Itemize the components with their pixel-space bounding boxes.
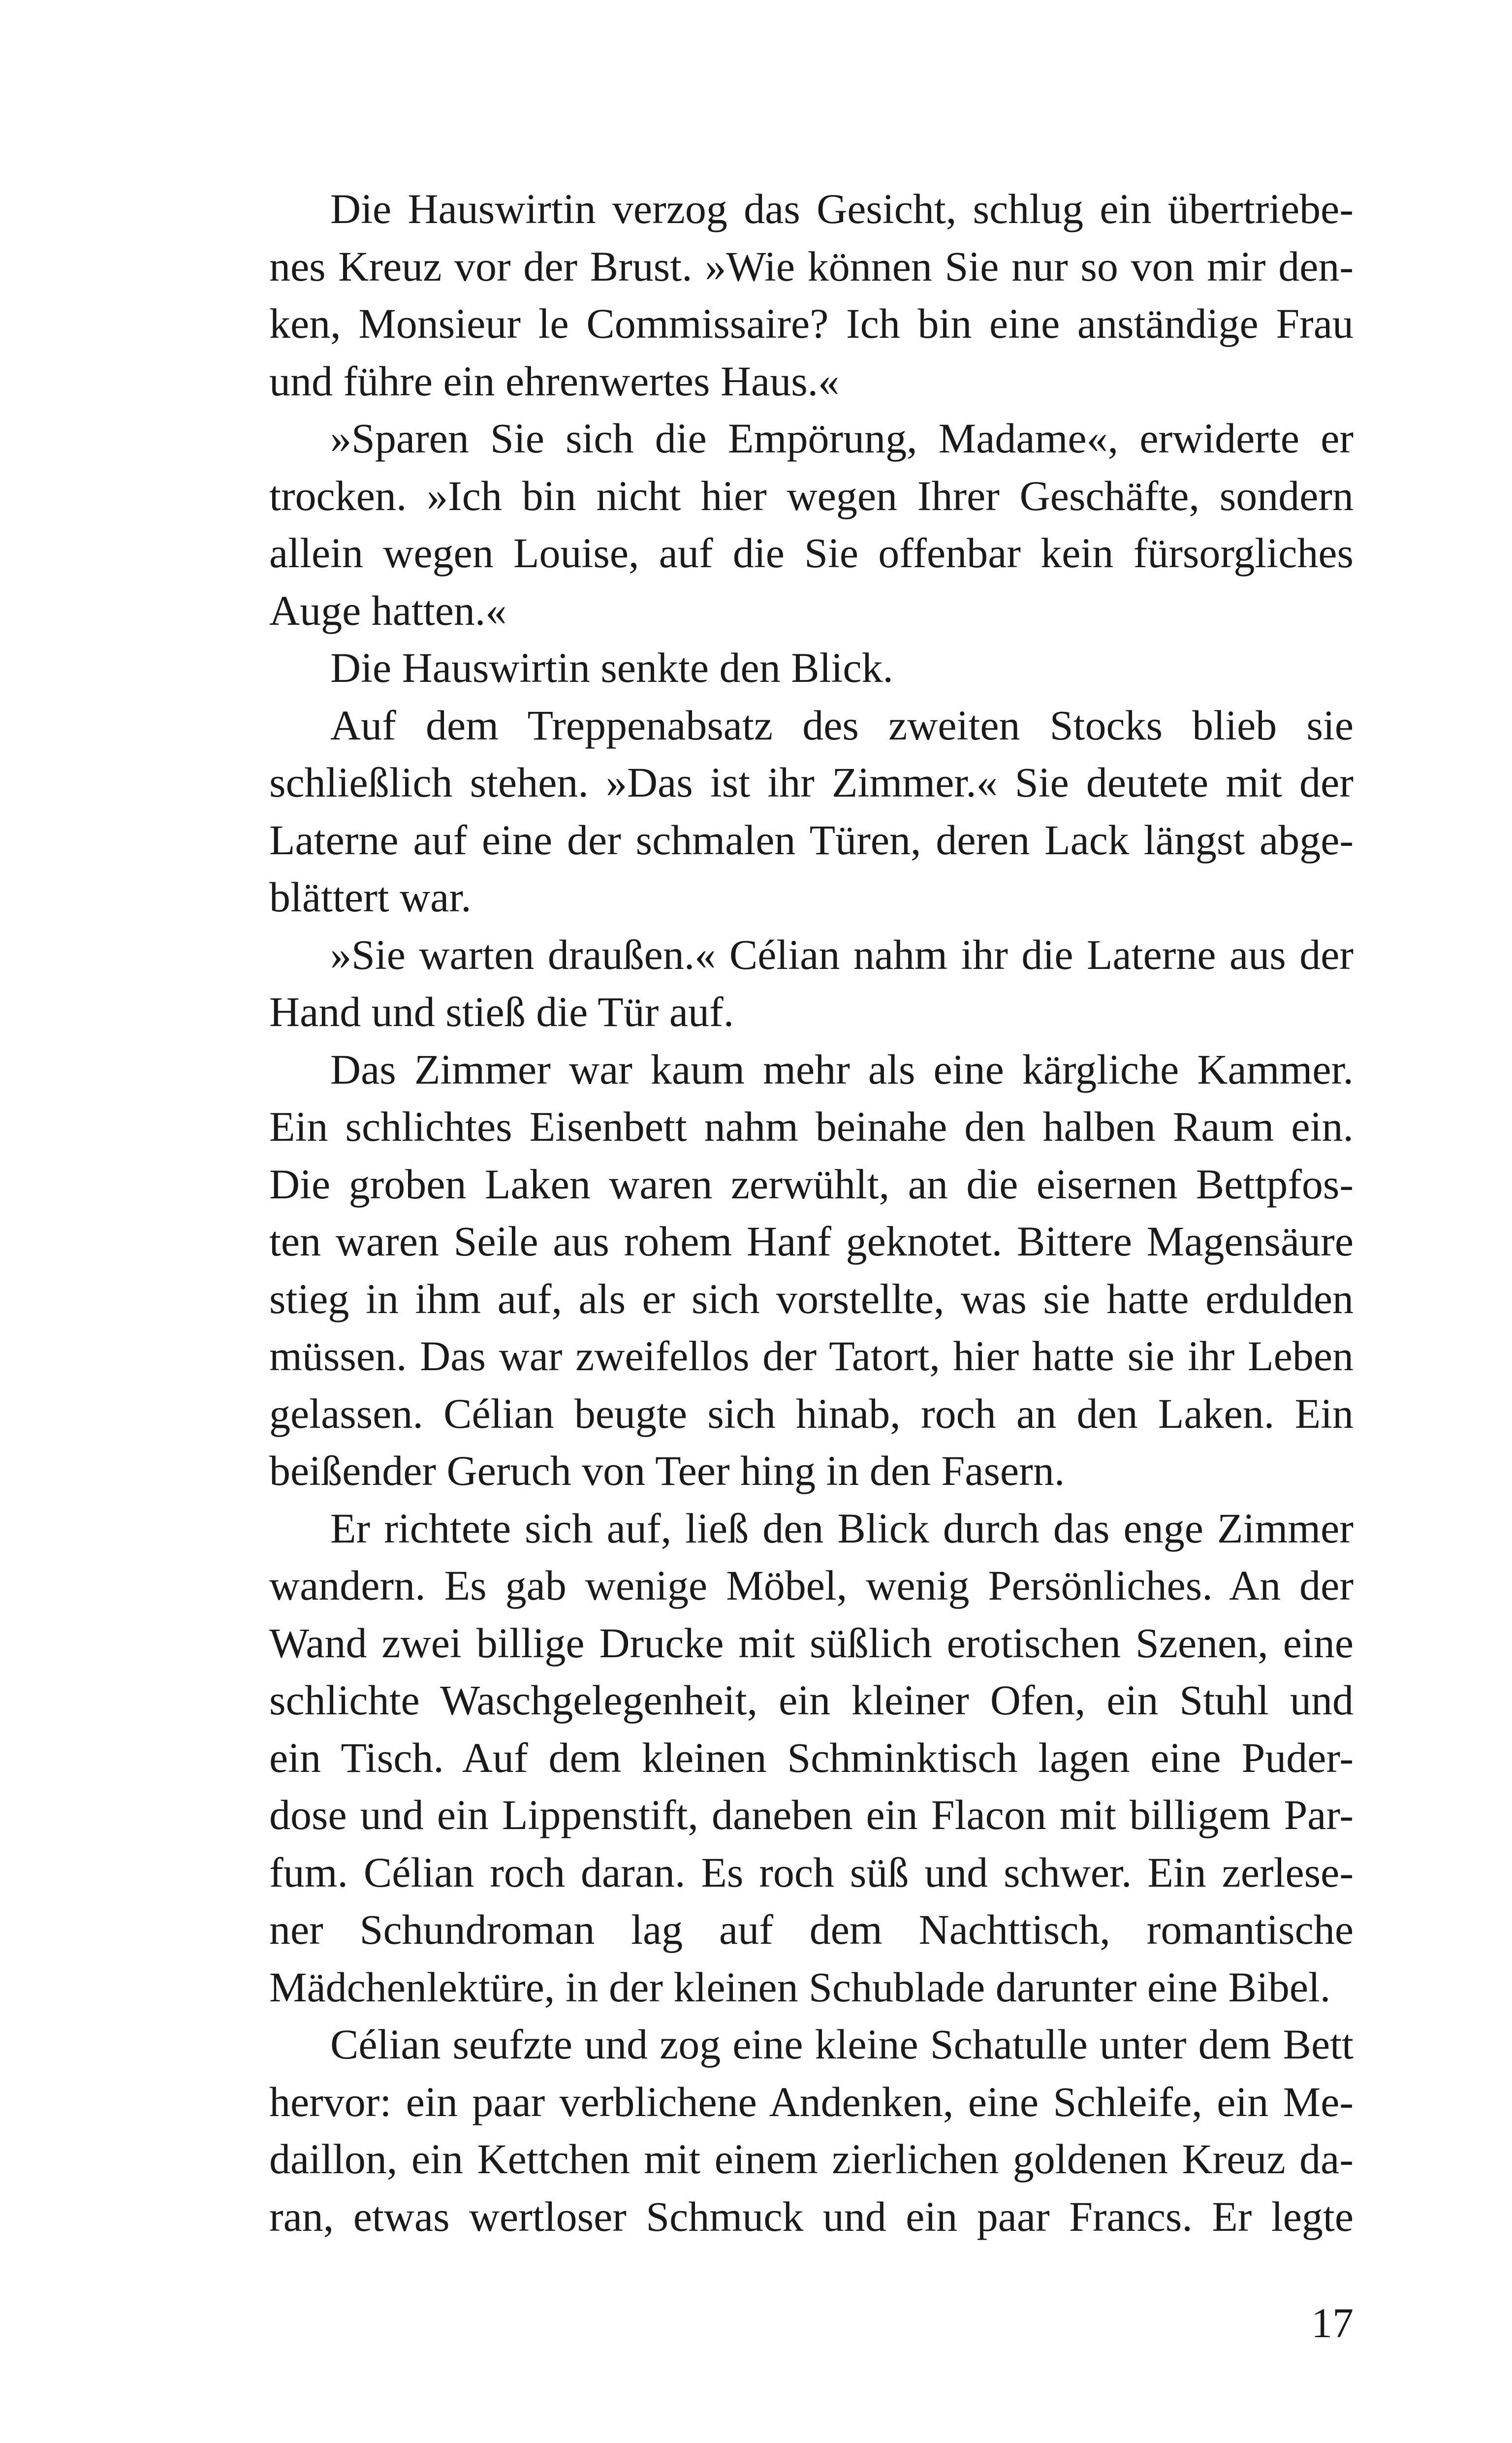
text-line: hervor: ein paar verblichene Andenken, eine Schleife, ein Me- <box>269 2078 1354 2125</box>
text-line: schließlich stehen. »Das ist ihr Zimmer.« Sie deutete mit der <box>269 759 1354 806</box>
text-line: Mädchenlektüre, in der kleinen Schublade darunter eine Bibel. <box>269 1963 1331 2011</box>
text-line: ein Tisch. Auf dem kleinen Schminktisch lagen eine Puder- <box>269 1734 1354 1781</box>
paragraph <box>269 697 1354 926</box>
paragraph <box>269 180 1354 410</box>
paragraph <box>269 1500 1354 2016</box>
text-line: blättert war. <box>269 873 472 921</box>
text-line: Laterne auf eine der schmalen Türen, deren Lack längst abge- <box>269 816 1354 864</box>
text-line: Auge hatten.« <box>269 586 507 634</box>
text-line: ken, Monsieur le Commissaire? Ich bin eine anständige Frau <box>269 300 1354 347</box>
text-line: dose und ein Lippenstift, daneben ein Flacon mit billigem Par- <box>269 1791 1354 1838</box>
text-line: trocken. »Ich bin nicht hier wegen Ihrer Geschäfte, sondern <box>269 472 1354 519</box>
text-line: schlichte Waschgelegenheit, ein kleiner Ofen, ein Stuhl und <box>269 1676 1354 1724</box>
paragraph <box>269 1041 1354 1500</box>
text-line: Ein schlichtes Eisenbett nahm beinahe den halben Raum ein. <box>269 1103 1354 1150</box>
text-line: Auf dem Treppenabsatz des zweiten Stocks blieb sie <box>330 701 1354 749</box>
text-line: Célian seufzte und zog eine kleine Schatulle unter dem Bett <box>330 2021 1354 2068</box>
text-line: beißender Geruch von Teer hing in den Fasern. <box>269 1447 1065 1494</box>
text-line: und führe ein ehrenwertes Haus.« <box>269 357 840 405</box>
paragraph <box>269 410 1354 639</box>
text-line: wandern. Es gab wenige Möbel, wenig Persönliches. An der <box>269 1562 1354 1609</box>
text-line: ten waren Seile aus rohem Hanf geknotet. Bittere Magensäure <box>269 1218 1354 1265</box>
body-text <box>269 180 1354 2245</box>
text-line: stieg in ihm auf, als er sich vorstellte, was sie hatte erdulden <box>269 1275 1354 1322</box>
text-line: Die Hauswirtin verzog das Gesicht, schlug ein übertriebe- <box>330 185 1354 232</box>
text-line: Die Hauswirtin senkte den Blick. <box>330 644 894 691</box>
paragraph <box>269 2016 1354 2245</box>
text-line: »Sie warten draußen.« Célian nahm ihr die Laterne aus der <box>330 931 1354 978</box>
text-line: Er richtete sich auf, ließ den Blick durch das enge Zimmer <box>330 1504 1354 1552</box>
text-line: müssen. Das war zweifellos der Tatort, hier hatte sie ihr Leben <box>269 1332 1354 1380</box>
text-line: ner Schundroman lag auf dem Nachttisch, romantische <box>269 1906 1354 1953</box>
text-line: ran, etwas wertloser Schmuck und ein paar Francs. Er legte <box>269 2192 1354 2240</box>
text-line: gelassen. Célian beugte sich hinab, roch an den Laken. Ein <box>269 1389 1354 1437</box>
text-line: allein wegen Louise, auf die Sie offenbar kein fürsorgliches <box>269 529 1354 577</box>
text-line: Das Zimmer war kaum mehr als eine kärgliche Kammer. <box>330 1045 1354 1093</box>
paragraph <box>269 639 1354 697</box>
text-line: fum. Célian roch daran. Es roch süß und schwer. Ein zerlese- <box>269 1848 1354 1896</box>
page-number: 17 <box>1311 2299 1354 2347</box>
text-line: daillon, ein Kettchen mit einem zierlichen goldenen Kreuz da- <box>269 2135 1354 2183</box>
text-line: Wand zwei billige Drucke mit süßlich erotischen Szenen, eine <box>269 1619 1354 1667</box>
text-line: Die groben Laken waren zerwühlt, an die eisernen Bettpfos- <box>269 1160 1354 1208</box>
text-line: »Sparen Sie sich die Empörung, Madame«, erwiderte er <box>330 415 1354 462</box>
paragraph <box>269 926 1354 1041</box>
text-line: nes Kreuz vor der Brust. »Wie können Sie nur so von mir den- <box>269 242 1354 290</box>
text-line: Hand und stieß die Tür auf. <box>269 988 734 1035</box>
